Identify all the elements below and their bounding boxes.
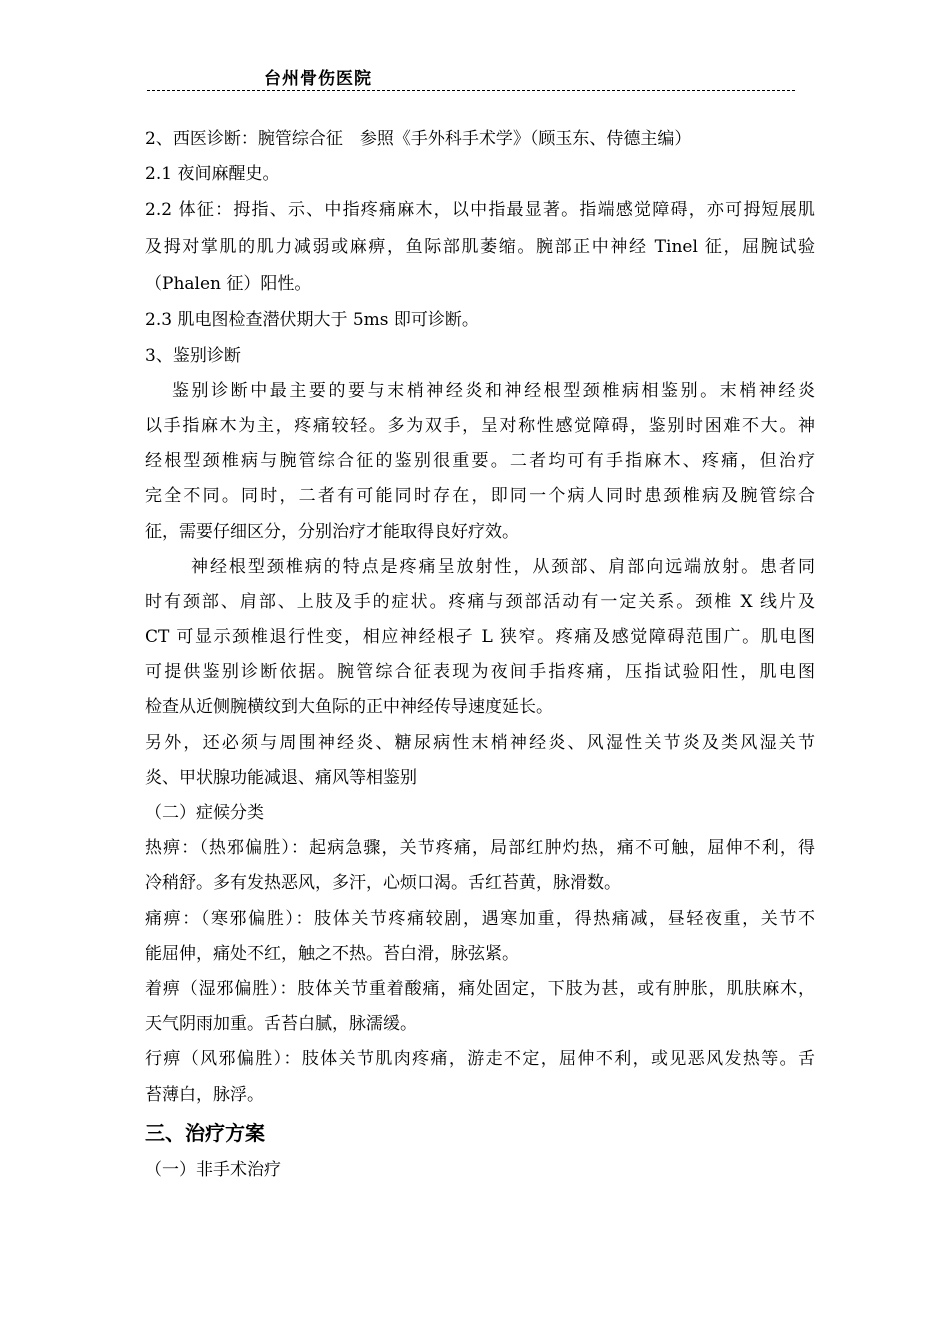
differential-para2-line1: 神经根型颈椎病的特点是疼痛呈放射性，从颈部、肩部向远端放射。患者同 xyxy=(191,556,815,577)
syndrome-classification-heading: （二）症候分类 xyxy=(145,803,264,823)
differential-diagnosis-heading: 3、鉴别诊断 xyxy=(145,345,241,366)
pain-bi-line2: 能屈伸，痛处不红，触之不热。苔白滑，脉弦紧。 xyxy=(145,943,519,964)
heat-bi-line1: 热痹：（热邪偏胜）：起病急骤，关节疼痛，局部红肿灼热，痛不可触，屈伸不利，得 xyxy=(145,838,815,859)
differential-para3-line1: 另外，还必须与周围神经炎、糖尿病性末梢神经炎、风湿性关节炎及类风湿关节 xyxy=(145,732,815,753)
non-surgical-treatment-heading: （一）非手术治疗 xyxy=(145,1159,281,1180)
differential-para3-line2: 炎、甲状腺功能减退、痛风等相鉴别 xyxy=(145,767,417,788)
differential-para1-line3: 经根型颈椎病与腕管综合征的鉴别很重要。二者均可有手指麻木、疼痛，但治疗 xyxy=(145,451,815,472)
differential-para2-line2: 时有颈部、肩部、上肢及手的症状。疼痛与颈部活动有一定关系。颈椎 X 线片及 xyxy=(145,591,815,612)
damp-bi-line1: 着痹（湿邪偏胜）：肢体关节重着酸痛，痛处固定，下肢为甚，或有肿胀，肌肤麻木， xyxy=(145,978,815,999)
wind-bi-line2: 苔薄白，脉浮。 xyxy=(145,1084,264,1105)
criterion-2-3: 2.3 肌电图检查潜伏期大于 5ms 即可诊断。 xyxy=(145,310,479,331)
damp-bi-line2: 天气阴雨加重。舌苔白腻，脉濡缓。 xyxy=(145,1014,417,1035)
western-diagnosis-heading: 2、西医诊断：腕管综合征 参照《手外科手术学》（顾玉东、侍德主编） xyxy=(145,129,692,149)
differential-para2-line4: 可提供鉴别诊断依据。腕管综合征表现为夜间手指疼痛，压指试验阳性，肌电图 xyxy=(145,662,815,683)
differential-para1-line5: 征，需要仔细区分，分别治疗才能取得良好疗效。 xyxy=(145,521,519,542)
wind-bi-line1: 行痹（风邪偏胜）：肢体关节肌肉疼痛，游走不定，屈伸不利，或见恶风发热等。舌 xyxy=(145,1049,815,1070)
differential-para1-line2: 以手指麻木为主，疼痛较轻。多为双手，呈对称性感觉障碍，鉴别时困难不大。神 xyxy=(145,415,815,436)
pain-bi-line1: 痛痹：（寒邪偏胜）：肢体关节疼痛较剧，遇寒加重，得热痛减，昼轻夜重，关节不 xyxy=(145,908,815,929)
criterion-2-1: 2.1 夜间麻醒史。 xyxy=(145,164,280,185)
header-divider xyxy=(147,90,795,91)
criterion-2-2-line3: （Phalen 征）阳性。 xyxy=(145,274,312,295)
differential-para1-line4: 完全不同。同时，二者有可能同时存在，即同一个病人同时患颈椎病及腕管综合 xyxy=(145,486,815,507)
differential-para2-line3: CT 可显示颈椎退行性变，相应神经根孑 L 狭窄。疼痛及感觉障碍范围广。肌电图 xyxy=(145,627,815,648)
heat-bi-line2: 冷稍舒。多有发热恶风，多汗，心烦口渴。舌红苔黄，脉滑数。 xyxy=(145,873,621,894)
document-body xyxy=(145,122,815,1188)
header-hospital-name: 台州骨伤医院 xyxy=(264,69,372,89)
criterion-2-2-line2: 及拇对掌肌的肌力减弱或麻痹，鱼际部肌萎缩。腕部正中神经 Tinel 征，屈腕试验 xyxy=(145,237,815,258)
criterion-2-2-line1: 2.2 体征：拇指、示、中指疼痛麻木，以中指最显著。指端感觉障碍，亦可拇短展肌 xyxy=(145,200,815,221)
differential-para1-line1: 鉴别诊断中最主要的要与末梢神经炎和神经根型颈椎病相鉴别。末梢神经炎 xyxy=(172,380,815,401)
treatment-plan-heading: 三、治疗方案 xyxy=(145,1120,265,1145)
differential-para2-line5: 检查从近侧腕横纹到大鱼际的正中神经传导速度延长。 xyxy=(145,697,553,718)
